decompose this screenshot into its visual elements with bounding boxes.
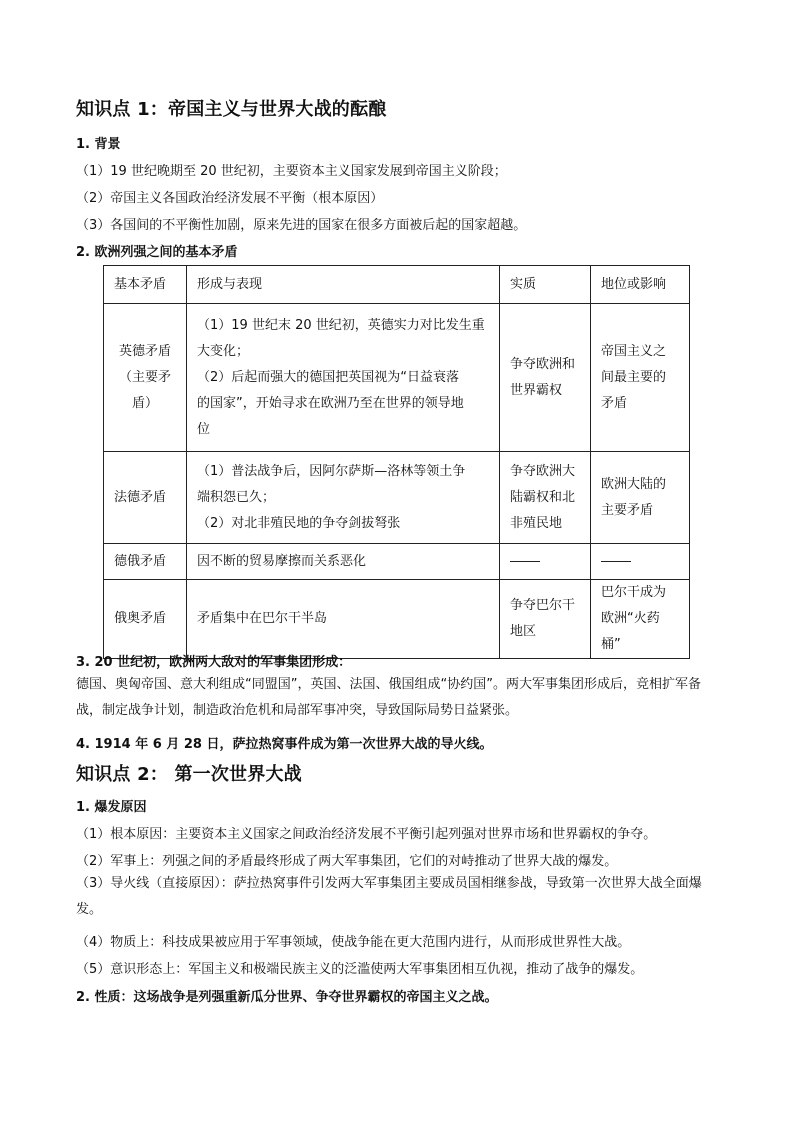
causes-heading: 1. 爆发原因 bbox=[76, 800, 147, 815]
table-cell bbox=[500, 544, 591, 580]
table-cell bbox=[591, 544, 690, 580]
cell-line: （2）后起而强大的德国把英国视为“日益衰落 bbox=[197, 369, 460, 385]
cell-line: 欧洲“火药桶” bbox=[601, 611, 660, 652]
background-heading: 1. 背景 bbox=[76, 137, 121, 152]
table-cell: 德俄矛盾 bbox=[104, 544, 187, 580]
table-cell: 俄奥矛盾 bbox=[104, 580, 187, 659]
cell-line: 端积怨已久； bbox=[197, 489, 276, 505]
table-cell bbox=[591, 304, 690, 452]
section1-title: 知识点 1：帝国主义与世界大战的酝酿 bbox=[76, 99, 387, 120]
header-cell: 地位或影响 bbox=[591, 266, 690, 304]
cell-line: 非殖民地 bbox=[510, 515, 563, 531]
cell-line: （1）普法战争后，因阿尔萨斯—洛林等领土争 bbox=[197, 463, 466, 479]
table-cell bbox=[500, 452, 591, 544]
cause-item-4: （4）物质上：科技成果被应用于军事领域，使战争能在更大范围内进行，从而形成世界性大战。 bbox=[76, 935, 631, 950]
cause-item-5: （5）意识形态上：军国主义和极端民族主义的泛滥使两大军事集团相互仇视，推动了战争的爆发。 bbox=[76, 962, 644, 977]
table-cell bbox=[187, 304, 500, 452]
cell-line: 主要矛盾 bbox=[601, 502, 654, 518]
table-cell: 矛盾集中在巴尔干半岛 bbox=[187, 580, 500, 659]
cell-line: （主要矛 bbox=[118, 369, 171, 385]
dash-mark bbox=[601, 561, 631, 562]
cell-line: 世界霸权 bbox=[510, 382, 563, 398]
cell-line: 争夺巴尔干 bbox=[510, 598, 576, 613]
blocs-heading: 3. 20 世纪初，欧洲两大敌对的军事集团形成： bbox=[76, 655, 352, 670]
cell-line: 间最主要的 bbox=[601, 369, 667, 385]
cell-line: 位 bbox=[197, 421, 211, 437]
cause-item-2: （2）军事上：列强之间的矛盾最终形成了两大军事集团，它们的对峙推动了世界大战的爆发。 bbox=[76, 854, 618, 869]
cell-line: 陆霸权和北 bbox=[510, 489, 576, 505]
table-cell: 因不断的贸易摩擦而关系恶化 bbox=[187, 544, 500, 580]
blocs-text: 德国、奥匈帝国、意大利组成“同盟国”，英国、法国、俄国组成“协约国”。两大军事集团形成后，竞相扩军备战，制定战争计划，制造政治危机和局部军事冲突，导致国际局势日益紧张。 bbox=[76, 677, 701, 718]
table-cell bbox=[500, 304, 591, 452]
header-cell: 实质 bbox=[500, 266, 591, 304]
contradictions-heading: 2. 欧洲列强之间的基本矛盾 bbox=[76, 245, 238, 260]
table-row bbox=[104, 580, 690, 659]
table-row bbox=[104, 544, 690, 580]
cell-line: （1）19 世纪末 20 世纪初，英德实力对比发生重 bbox=[197, 317, 485, 333]
table-cell bbox=[591, 580, 690, 659]
background-item-1: （1）19 世纪晚期至 20 世纪初，主要资本主义国家发展到帝国主义阶段； bbox=[76, 164, 507, 179]
nature-heading: 2. 性质：这场战争是列强重新瓜分世界、争夺世界霸权的帝国主义之战。 bbox=[76, 990, 498, 1005]
cell-line: 争夺欧洲和 bbox=[510, 356, 576, 372]
cell-line: 的国家”，开始寻求在欧洲乃至在世界的领导地 bbox=[197, 395, 464, 411]
table-cell bbox=[591, 452, 690, 544]
cell-line: 巴尔干成为 bbox=[601, 585, 667, 600]
header-cell: 基本矛盾 bbox=[104, 266, 187, 304]
cell-line: 欧洲大陆的 bbox=[601, 476, 667, 492]
table-cell bbox=[500, 580, 591, 659]
table-row bbox=[104, 304, 690, 452]
cell-line: 帝国主义之 bbox=[601, 343, 667, 359]
header-cell: 形成与表现 bbox=[187, 266, 500, 304]
cell-line: 英德矛盾 bbox=[118, 343, 171, 359]
table-cell: 法德矛盾 bbox=[104, 452, 187, 544]
table-header-row bbox=[104, 266, 690, 304]
cell-line: 地区 bbox=[510, 624, 537, 639]
table-cell bbox=[104, 304, 187, 452]
section2-title: 知识点 2： 第一次世界大战 bbox=[76, 764, 302, 785]
table-cell bbox=[187, 452, 500, 544]
contradictions-table bbox=[103, 265, 690, 659]
cell-line: （2）对北非殖民地的争夺剑拔弩张 bbox=[197, 515, 401, 531]
dash-mark bbox=[510, 561, 540, 562]
cause-item-3: （3）导火线（直接原因）：萨拉热窝事件引发两大军事集团主要成员国相继参战，导致第一次世界大战全面爆发。 bbox=[76, 876, 702, 917]
fuse-heading: 4. 1914 年 6 月 28 日，萨拉热窝事件成为第一次世界大战的导火线。 bbox=[76, 737, 493, 752]
table-row bbox=[104, 452, 690, 544]
background-item-2: （2）帝国主义各国政治经济发展不平衡（根本原因） bbox=[76, 191, 384, 206]
background-item-3: （3）各国间的不平衡性加剧，原来先进的国家在很多方面被后起的国家超越。 bbox=[76, 218, 527, 233]
cell-line: 争夺欧洲大 bbox=[510, 463, 576, 479]
cell-line: 矛盾 bbox=[601, 395, 628, 411]
cell-line: 大变化； bbox=[197, 343, 250, 359]
cell-line: 盾） bbox=[131, 395, 158, 411]
cause-item-1: （1）根本原因：主要资本主义国家之间政治经济发展不平衡引起列强对世界市场和世界霸权的争夺。 bbox=[76, 827, 657, 842]
